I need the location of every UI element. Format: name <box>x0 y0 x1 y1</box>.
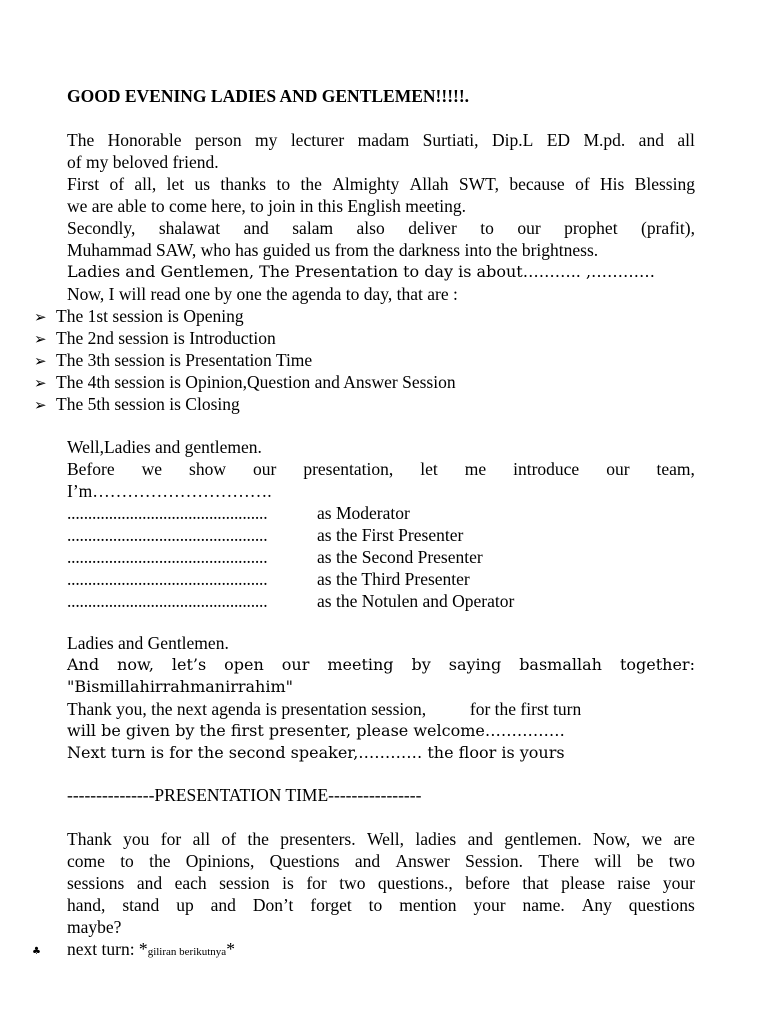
word: Thank <box>67 829 112 849</box>
role-line: ................................................ as the Third Presenter <box>67 569 470 589</box>
word: The <box>67 130 95 150</box>
word: Don’t <box>252 895 294 915</box>
word: let <box>420 459 438 479</box>
agenda-item: ➢ The 3th session is Presentation Time <box>34 350 313 370</box>
shalawat-line-2: Muhammad SAW, who has guided us from the darkness into the brightness. <box>67 240 599 260</box>
word: let’s <box>171 655 207 674</box>
word: all, <box>134 174 157 194</box>
word: because <box>509 174 565 194</box>
word: Dip.L <box>491 130 534 150</box>
im-line: I’m…………………………. <box>67 481 272 501</box>
word: hand, <box>67 895 106 915</box>
word: all <box>677 130 695 150</box>
word: of <box>221 829 237 849</box>
word: shalawat <box>158 218 221 238</box>
agenda-item: ➢ The 5th session is Closing <box>34 394 240 414</box>
word: come <box>67 851 105 871</box>
greeting-title: GOOD EVENING LADIES AND GENTLEMEN!!!!!. <box>67 86 470 106</box>
word: two <box>668 851 695 871</box>
word: Questions <box>269 851 340 871</box>
word: and <box>467 829 493 849</box>
word: your <box>662 873 695 893</box>
word: our <box>252 459 277 479</box>
word: all <box>192 829 211 849</box>
closing-line-3 <box>67 872 695 894</box>
word: please <box>561 873 605 893</box>
word: questions <box>628 895 695 915</box>
role-line: ................................................ as the Second Presenter <box>67 547 483 567</box>
word: There <box>538 851 580 871</box>
arrow-bullet-icon: ➢ <box>34 308 47 326</box>
word: show <box>189 459 226 479</box>
word: Secondly, <box>67 218 136 238</box>
word: up <box>176 895 194 915</box>
thanks-line-1 <box>67 173 695 195</box>
note-line: next turn: *giliran berikutnya* <box>67 939 235 959</box>
word: And <box>67 655 100 674</box>
presentation-about-line: Ladies and Gentlemen, The Presentation to day is about……….. ,………… <box>67 262 656 281</box>
second-speaker-line: Next turn is for the second speaker,………… the floor is yours <box>67 743 565 762</box>
closing-line-2 <box>67 850 695 872</box>
word: Well, <box>367 829 404 849</box>
bismillah-line: "Bismillahirrahmanirrahim" <box>67 677 293 696</box>
word: and <box>136 873 163 893</box>
word: and <box>210 895 236 915</box>
word: Opinions, <box>185 851 255 871</box>
word: your <box>473 895 506 915</box>
word: will <box>594 851 622 871</box>
shalawat-line-1 <box>67 217 695 239</box>
word: Blessing <box>634 174 695 194</box>
word: mention <box>399 895 457 915</box>
role-line: ................................................ as the First Presenter <box>67 525 464 545</box>
club-bullet-icon: ♣ <box>32 946 41 957</box>
closing-line-1 <box>67 828 695 850</box>
word: before <box>465 873 510 893</box>
word: and <box>354 851 381 871</box>
word: stand <box>122 895 160 915</box>
well-line: Well,Ladies and gentlemen. <box>67 437 262 457</box>
word: the <box>149 851 171 871</box>
word: our <box>606 459 630 479</box>
word: raise <box>617 873 651 893</box>
word: us <box>194 174 211 194</box>
word: thanks <box>220 174 267 194</box>
word: saying <box>448 655 502 674</box>
word: now, <box>117 655 154 674</box>
word: madam <box>357 130 410 150</box>
word: and <box>243 218 269 238</box>
closing-line-4 <box>67 894 695 916</box>
word: our <box>281 655 310 674</box>
word: name. <box>522 895 565 915</box>
word: you <box>123 829 150 849</box>
word: session <box>219 873 270 893</box>
word: that <box>522 873 549 893</box>
word: Honorable <box>107 130 182 150</box>
word: basmallah <box>519 655 602 674</box>
word: to <box>368 895 383 915</box>
word: together: <box>619 655 695 674</box>
word: and <box>638 130 664 150</box>
arrow-bullet-icon: ➢ <box>34 330 47 348</box>
word: person <box>194 130 242 150</box>
word: to <box>480 218 494 238</box>
word: Almighty <box>332 174 400 194</box>
open-meeting-line <box>67 654 695 676</box>
word: presentation, <box>303 459 394 479</box>
word: to <box>276 174 291 194</box>
word: for <box>160 829 182 849</box>
word: prophet <box>564 218 618 238</box>
word: Answer <box>395 851 450 871</box>
agenda-intro-line: Now, I will read one by one the agenda to day, that are : <box>67 284 458 304</box>
word: by <box>411 655 431 674</box>
agenda-item: ➢ The 2nd session is Introduction <box>34 328 276 348</box>
word: let <box>166 174 185 194</box>
word: introduce <box>513 459 580 479</box>
role-line: ................................................ as Moderator <box>67 503 410 523</box>
word: ladies <box>415 829 457 849</box>
word: M.pd. <box>583 130 626 150</box>
word: salam <box>292 218 334 238</box>
word: the <box>300 174 322 194</box>
word: we <box>141 459 163 479</box>
agenda-item: ➢ The 4th session is Opinion,Question and Answer Session <box>34 372 456 392</box>
word: ED <box>546 130 571 150</box>
word: my <box>255 130 278 150</box>
closing-line-5: maybe? <box>67 917 122 937</box>
word: two <box>339 873 366 893</box>
honorable-line-2: of my beloved friend. <box>67 152 219 172</box>
word: is <box>282 873 294 893</box>
word: deliver <box>408 218 457 238</box>
word: me <box>464 459 487 479</box>
word: of <box>109 174 125 194</box>
word: gentlemen. <box>504 829 582 849</box>
word: Now, <box>593 829 631 849</box>
word: questions., <box>377 873 453 893</box>
word: SWT, <box>458 174 499 194</box>
arrow-bullet-icon: ➢ <box>34 374 47 392</box>
word: be <box>636 851 654 871</box>
word: for <box>306 873 327 893</box>
word: sessions <box>67 873 125 893</box>
role-line: ................................................ as the Notulen and Operator <box>67 591 515 611</box>
word: presenters. <box>280 829 356 849</box>
honorable-line-1 <box>67 129 695 151</box>
next-agenda-line: Thank you, the next agenda is presentation session, for the first turn <box>67 699 582 719</box>
word: Before <box>67 459 115 479</box>
arrow-bullet-icon: ➢ <box>34 352 47 370</box>
agenda-item: ➢ The 1st session is Opening <box>34 306 244 326</box>
word: also <box>356 218 385 238</box>
word: Surtiati, <box>422 130 479 150</box>
word: the <box>247 829 269 849</box>
thanks-line-2: we are able to come here, to join in this English meeting. <box>67 196 466 216</box>
presentation-time-divider: ---------------PRESENTATION TIME---------------- <box>67 785 422 805</box>
word: each <box>174 873 207 893</box>
word: lecturer <box>290 130 345 150</box>
first-presenter-line: will be given by the first presenter, please welcome…………… <box>67 721 565 740</box>
word: forget <box>310 895 352 915</box>
arrow-bullet-icon: ➢ <box>34 396 47 414</box>
word: open <box>224 655 264 674</box>
word: Session. <box>465 851 524 871</box>
word: of <box>575 174 590 194</box>
word: His <box>600 174 625 194</box>
word: (prafit), <box>641 218 695 238</box>
word: meeting <box>327 655 394 674</box>
word: team, <box>656 459 695 479</box>
word: to <box>120 851 134 871</box>
word: we <box>641 829 663 849</box>
ladies-line: Ladies and Gentlemen. <box>67 633 229 653</box>
word: First <box>67 174 100 194</box>
introduce-line <box>67 458 695 480</box>
word: are <box>673 829 695 849</box>
word: our <box>517 218 541 238</box>
word: Allah <box>409 174 449 194</box>
word: Any <box>581 895 612 915</box>
